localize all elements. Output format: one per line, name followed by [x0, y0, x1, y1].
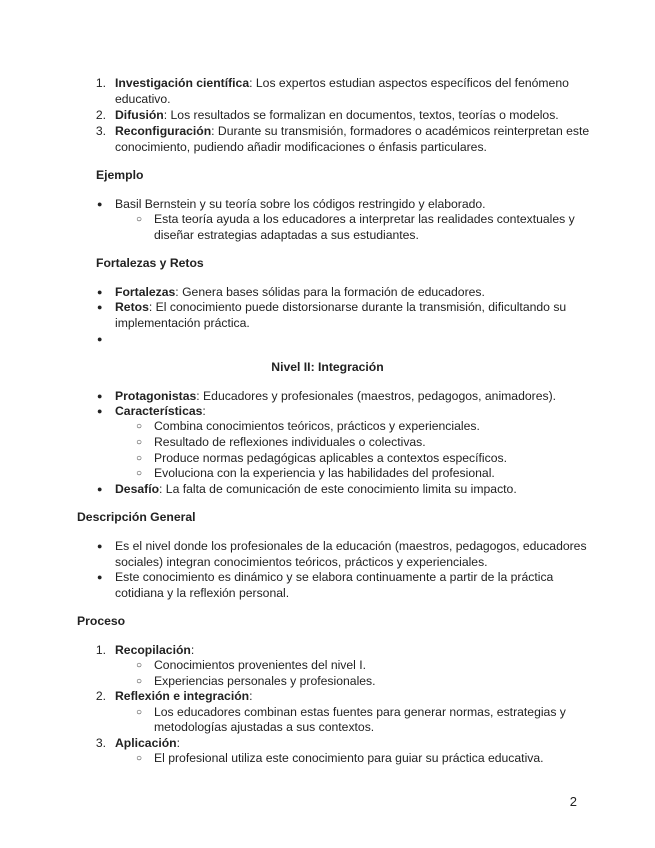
bullet-item: Es el nivel donde los profesionales de la educación (maestros, pedagogos, educadores: [115, 539, 587, 553]
list-number: 2.: [95, 108, 106, 122]
sub-bullet-item: Evoluciona con la experiencia y las habilidades del profesional.: [154, 466, 495, 480]
list-item: [115, 643, 194, 658]
sub-bullet-item: Produce normas pedagógicas aplicables a contextos específicos.: [154, 451, 507, 465]
sub-bullet-circle: ○: [136, 421, 143, 432]
bullet-item: [115, 300, 566, 315]
list-number: 2.: [95, 689, 106, 703]
item-label: Difusión: [115, 108, 164, 122]
sub-bullet-circle: ○: [136, 660, 143, 671]
section-heading-general: Descripción General: [77, 510, 196, 524]
list-item: [115, 76, 569, 91]
bullet-item: [115, 389, 556, 404]
sub-bullet-circle: ○: [136, 676, 143, 687]
bullet-item: [115, 285, 485, 300]
item-label: Retos: [115, 300, 149, 314]
list-number: 3.: [95, 736, 106, 750]
sub-bullet-continuation: metodologías ajustadas a sus contextos.: [154, 720, 375, 734]
item-text: :: [176, 736, 181, 750]
sub-bullet-item: Experiencias personales y profesionales.: [154, 674, 376, 688]
list-number: 1.: [95, 76, 106, 90]
sub-bullet-circle: ○: [136, 437, 143, 448]
item-label: Reflexión e integración: [115, 689, 250, 703]
sub-bullet-circle: ○: [136, 453, 143, 464]
item-text: : Los resultados se formalizan en documentos, textos, teorías o modelos.: [163, 108, 559, 122]
section-heading-process: Proceso: [77, 614, 126, 628]
item-label: Protagonistas: [115, 389, 197, 403]
item-label: Investigación científica: [115, 76, 250, 90]
item-text: : El conocimiento puede distorsionarse durante la transmisión, dificultando su: [148, 300, 567, 314]
sub-bullet-circle: ○: [136, 753, 143, 764]
bullet-item: [115, 404, 206, 419]
list-item: [115, 689, 252, 704]
page-number: 2: [569, 794, 577, 809]
bullet-dot: ●: [97, 302, 103, 312]
bullet-dot: ●: [97, 484, 103, 494]
bullet-dot: ●: [97, 391, 103, 401]
item-label: Características: [115, 404, 203, 418]
level-title: Nivel II: Integración: [271, 360, 384, 374]
item-label: Desafío: [115, 482, 160, 496]
sub-bullet-item: Esta teoría ayuda a los educadores a interpretar las realidades contextuales y: [154, 212, 575, 226]
list-item: [115, 736, 180, 751]
item-text: : Durante su transmisión, formadores o académicos reinterpretan este: [211, 124, 590, 138]
sub-bullet-item: El profesional utiliza este conocimiento para guiar su práctica educativa.: [154, 751, 544, 765]
bullet-dot: ●: [97, 541, 103, 551]
item-text: : La falta de comunicación de este conocimiento limita su impacto.: [159, 482, 517, 496]
bullet-item: Basil Bernstein y su teoría sobre los códigos restringido y elaborado.: [115, 197, 486, 211]
sub-bullet-item: Combina conocimientos teóricos, prácticos y experienciales.: [154, 419, 480, 433]
item-text: :: [202, 404, 206, 418]
bullet-continuation: sociales) integran conocimientos teóricos, prácticos y experienciales.: [115, 555, 488, 569]
sub-bullet-continuation: diseñar estrategias adaptadas a sus estudiantes.: [154, 228, 419, 242]
sub-bullet-item: Resultado de reflexiones individuales o colectivas.: [154, 435, 426, 449]
item-text: : Los expertos estudian aspectos específicos del fenómeno: [249, 76, 569, 90]
sub-bullet-circle: ○: [136, 707, 143, 718]
bullet-continuation: cotidiana y la reflexión personal.: [115, 586, 290, 600]
item-text: : Educadores y profesionales (maestros, pedagogos, animadores).: [196, 389, 557, 403]
sub-bullet-circle: ○: [136, 468, 143, 479]
list-number: 3.: [95, 124, 106, 138]
bullet-dot: ●: [97, 572, 103, 582]
bullet-dot: ●: [97, 406, 103, 416]
item-label: Fortalezas: [115, 285, 176, 299]
item-text: :: [190, 643, 195, 657]
list-item-continuation: conocimiento, pudiendo añadir modificaciones o énfasis particulares.: [115, 140, 487, 154]
list-item: [115, 108, 559, 123]
section-heading-strengths: Fortalezas y Retos: [96, 256, 204, 270]
bullet-continuation: implementación práctica.: [115, 316, 250, 330]
sub-bullet-item: Los educadores combinan estas fuentes para generar normas, estrategias y: [154, 705, 566, 719]
list-number: 1.: [95, 643, 106, 657]
section-heading-example: Ejemplo: [96, 168, 144, 182]
bullet-item: [115, 482, 517, 497]
bullet-dot: ●: [97, 287, 103, 297]
item-text: :: [249, 689, 253, 703]
item-label: Reconfiguración: [115, 124, 212, 138]
bullet-dot: ●: [97, 199, 103, 209]
bullet-dot-empty: ●: [97, 334, 103, 344]
sub-bullet-circle: ○: [136, 214, 143, 225]
list-item-continuation: educativo.: [115, 92, 171, 106]
item-text: : Genera bases sólidas para la formación de educadores.: [175, 285, 485, 299]
list-item: [115, 124, 589, 139]
item-label: Aplicación: [115, 736, 177, 750]
sub-bullet-item: Conocimientos provenientes del nivel I.: [154, 658, 367, 672]
item-label: Recopilación: [115, 643, 191, 657]
bullet-item: Este conocimiento es dinámico y se elabora continuamente a partir de la práctica: [115, 570, 554, 584]
